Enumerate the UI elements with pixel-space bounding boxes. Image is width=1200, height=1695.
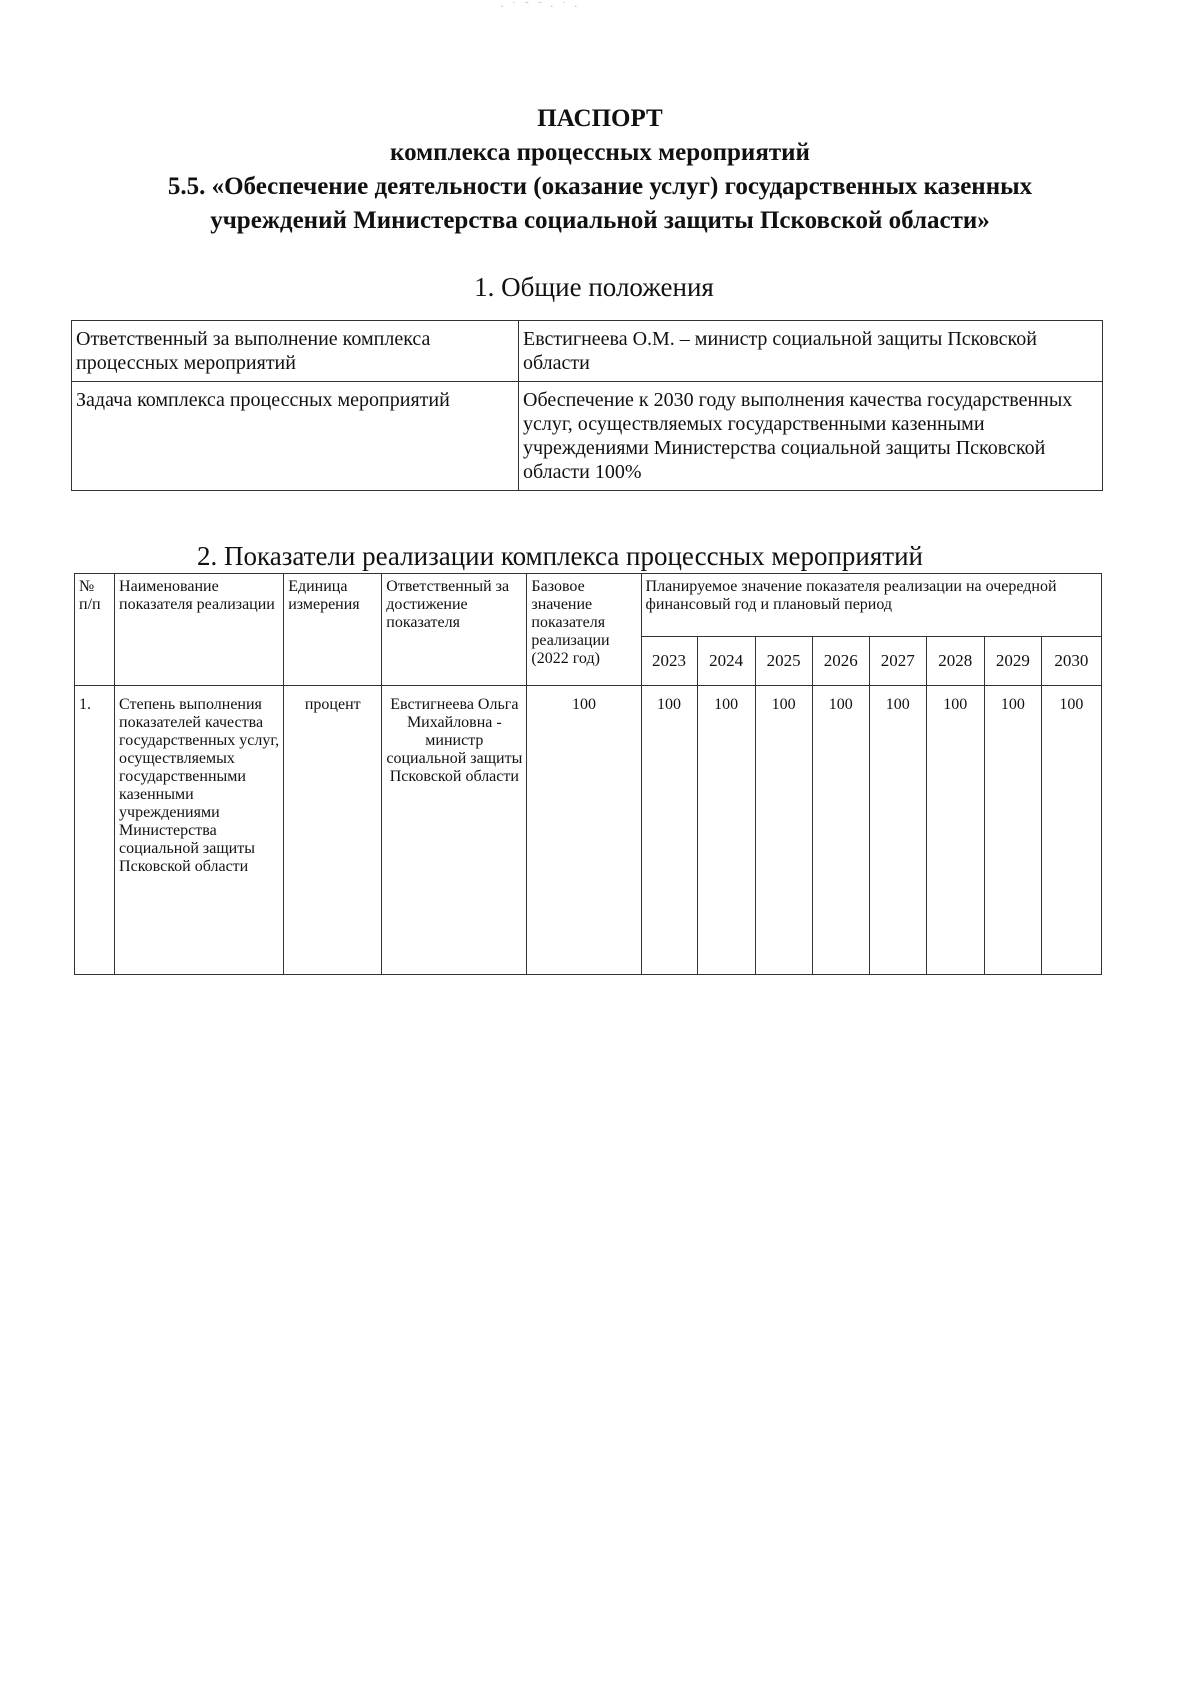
table-row (75, 686, 1102, 975)
task-label: Задача комплекса процессных мероприятий (72, 382, 519, 491)
header-year: 2028 (926, 637, 984, 686)
header-year: 2029 (984, 637, 1041, 686)
scan-artifact: · ˙ ˘ ¨ · ˙ · (500, 0, 580, 13)
row-value-2029: 100 (984, 686, 1041, 975)
row-num: 1. (75, 686, 115, 975)
header-responsible: Ответственный за достижение показателя (382, 574, 527, 686)
header-year: 2025 (755, 637, 812, 686)
section1-heading: 1. Общие положения (474, 272, 714, 302)
row-unit: процент (284, 686, 382, 975)
header-year: 2026 (812, 637, 869, 686)
title-passport: ПАСПОРТ (537, 105, 663, 132)
header-base: Базовое значение показателя реализации (2022 год) (527, 574, 641, 686)
responsible-label: Ответственный за выполнение комплекса процессных мероприятий (72, 321, 519, 382)
section2-heading: 2. Показатели реализации комплекса процессных мероприятий (197, 541, 923, 571)
table-row (72, 321, 1103, 382)
document-title (0, 102, 1200, 238)
indicators-table (74, 573, 1102, 975)
title-program-line1: 5.5. «Обеспечение деятельности (оказание услуг) государственных казенных (167, 173, 1033, 200)
row-indicator-name: Степень выполнения показателей качества государственных услуг, осуществляемых государственными казенными учреждениями Министерства социальной защиты Псковской области (115, 686, 284, 975)
title-complex: комплекса процессных мероприятий (390, 139, 810, 166)
row-value-2023: 100 (641, 686, 697, 975)
header-year: 2030 (1041, 637, 1101, 686)
header-year: 2024 (697, 637, 755, 686)
row-value-2027: 100 (869, 686, 926, 975)
table-header-row (75, 574, 1102, 637)
header-year: 2027 (869, 637, 926, 686)
row-value-2025: 100 (755, 686, 812, 975)
row-value-2030: 100 (1041, 686, 1101, 975)
header-planned: Планируемое значение показателя реализации на очередной финансовый год и плановый период (641, 574, 1101, 637)
row-value-2028: 100 (926, 686, 984, 975)
row-base-value: 100 (527, 686, 641, 975)
row-value-2026: 100 (812, 686, 869, 975)
responsible-value: Евстигнеева О.М. – министр социальной защиты Псковской области (519, 321, 1103, 382)
header-year: 2023 (641, 637, 697, 686)
header-num: № п/п (75, 574, 115, 686)
header-unit: Единица измерения (284, 574, 382, 686)
general-provisions-table (71, 320, 1103, 491)
row-value-2024: 100 (697, 686, 755, 975)
header-name: Наименование показателя реализации (115, 574, 284, 686)
title-program-line2: учреждений Министерства социальной защиты Псковской области» (210, 207, 990, 234)
row-responsible: Евстигнеева Ольга Михайловна - министр социальной защиты Псковской области (382, 686, 527, 975)
task-value: Обеспечение к 2030 году выполнения качества государственных услуг, осуществляемых государственными казенными учреждениями Министерства социальной защиты Псковской области 100% (519, 382, 1103, 491)
table-row (72, 382, 1103, 491)
